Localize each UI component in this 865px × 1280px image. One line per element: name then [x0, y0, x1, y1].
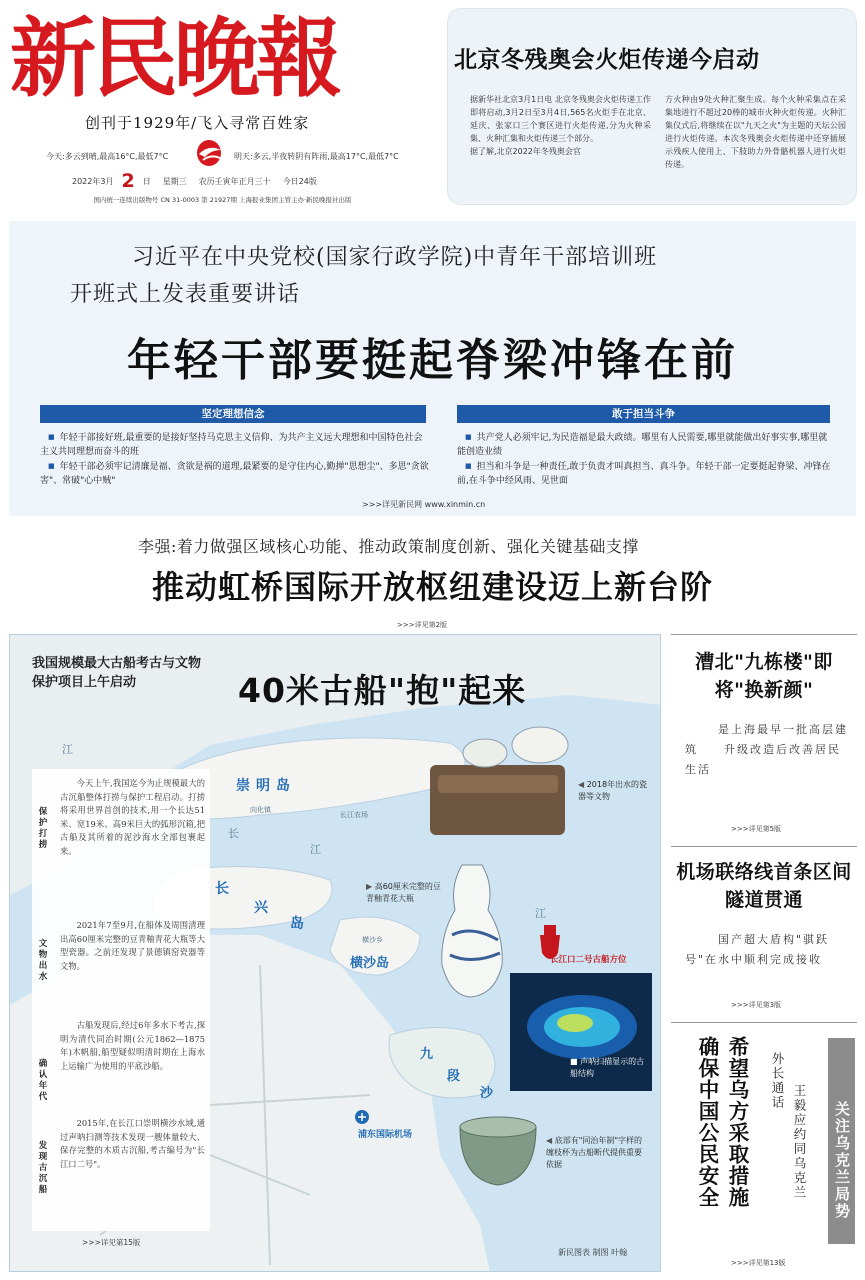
story-airport-link-headline[interactable]: 机场联络线首条区间隧道贯通 [676, 861, 852, 911]
lead-left-bar: 坚定理想信念 [40, 405, 426, 423]
divider [671, 1022, 857, 1023]
story-ukraine-headline-1[interactable]: 确保中国公民安全 [695, 1036, 719, 1208]
weather-tomorrow: 明天:多云,半夜转阴有阵雨,最高17°C,最低7°C [234, 152, 399, 161]
map-label-river: 长 [228, 827, 239, 840]
date-unit: 日 [142, 177, 151, 186]
lead-left-point: ■ 年轻干部接好班,最重要的是接好坚持马克思主义信仰、为共产主义远大理想和中国特色社会主义共同理想而奋斗的班 [40, 430, 430, 459]
map-label-duan: 段 [447, 1069, 461, 1084]
story-jiudonglou-headline[interactable]: 漕北"九栋楼"即将"换新颜" [695, 651, 833, 701]
feature-credit: 新民图表 制图 叶翰 [558, 1248, 628, 1257]
feature-section [32, 1117, 210, 1227]
map-label-hengsha: 横沙岛 [350, 956, 390, 971]
section-text: 今天上午,我国迄今为止规模最大的古沉船整体打捞与保护工程启动。打捞将采用世界首创的技术,用一个长达51米、宽19米、高9米巨大的弧形沉箱,把古船及其所着的泥沙海水全部包裹起来。 [60, 778, 205, 856]
top-story-box[interactable] [447, 8, 857, 205]
story-jiudonglou-reference-link[interactable]: >>>详见第5版 [731, 825, 782, 833]
map-label-river: 江 [310, 843, 321, 856]
page-count: 今日24版 [282, 177, 317, 186]
section-tag: 发现古沉船 [38, 1141, 48, 1195]
story-ukraine-kicker-2: 外长通话 [770, 1052, 785, 1110]
caption-bowl: ◀ 底部有"同治年制"字样的缠枝杯为古船断代提供重要依据 [546, 1136, 643, 1169]
map-label-changxing-a: 长 [215, 881, 229, 897]
feature-section [32, 1019, 210, 1119]
feature-section [32, 919, 210, 1019]
lead-reference-link[interactable]: >>>详见新民网 www.xinmin.cn [362, 500, 486, 509]
date-day: 2 [121, 170, 135, 192]
section-text: 2015年,在长江口崇明横沙水域,通过声呐扫测等技术发现一艘体量较大、保存完整的木质古沉船,考古编号为"长江口二号"。 [60, 1118, 205, 1169]
map-label-small: 长江农场 [340, 811, 368, 819]
map-label-river: 江 [535, 907, 546, 920]
feature-ancient-ship[interactable] [9, 634, 661, 1272]
story-airport-link-reference-link[interactable]: >>>详见第3版 [731, 1001, 782, 1009]
map-label-pudong-airport: 浦东国际机场 [358, 1130, 413, 1140]
caption-porcelain-text: 2018年出水的瓷器等文物 [578, 780, 648, 801]
second-story-headline[interactable]: 推动虹桥国际开放枢纽建设迈上新台阶 [151, 568, 713, 606]
lead-story[interactable] [9, 221, 856, 516]
map-label-small: 横沙乡 [362, 936, 383, 944]
caption-sonar: ■ 声呐扫描显示的古船结构 [570, 1057, 645, 1078]
date-year-month: 2022年3月 [72, 177, 114, 186]
story-ukraine-kicker-1: 王毅应约同乌克兰 [792, 1084, 807, 1200]
lead-right-point: ■ 共产党人必须牢记,为民造福是最大政绩。哪里有人民需要,哪里就能做出好事实事,哪里就能创造业绩 [457, 430, 831, 459]
section-text: 2021年7至9月,在船体及周围清理出高60厘米完整的豆青釉青花大瓶等大型瓷器。之前还发现了景德镇窑瓷器等文物。 [60, 920, 205, 971]
top-story-body [470, 93, 846, 171]
story-airport-link-body: 国产超大盾构"骐跃号"在水中顺利完成接收 [685, 933, 830, 966]
story-ukraine-reference-link[interactable]: >>>详见第13版 [731, 1259, 786, 1267]
divider [671, 634, 857, 635]
lead-kicker-line1: 习近平在中央党校(国家行政学院)中青年干部培训班 [132, 245, 658, 270]
story-jiudonglou-body: 是上海最早一批高层建筑 升级改造后改善居民生活 [685, 723, 848, 776]
second-story-kicker: 李强:着力做强区域核心功能、推动政策制度创新、强化关键基础支撑 [138, 537, 639, 556]
top-story-col2: 方火种由9处火种汇聚生成。每个火种采集点在采集地进行不超过20棒的城市火种火炬传递。火种汇集仪式后,将继续在以"九天之火"为主题的天坛公园进行火炬传递。本次冬残奥会火炬传递中还穿插展示残疾人使用上、下肢助力外骨骼机器人进行火炬传递。 [665, 95, 846, 169]
lead-right-point: ■ 担当和斗争是一种责任,敢于负责才叫真担当、真斗争。年轻干部一定要挺起脊梁、冲锋在前,在斗争中经风雨、见世面 [457, 459, 831, 488]
svg-text:新民晚報: 新民晚報 [10, 8, 338, 104]
caption-bowl-text: 底部有"同治年制"字样的缠枝杯为古船断代提供重要依据 [546, 1136, 643, 1169]
map-label-small: 向化镇 [250, 806, 271, 814]
section-tag: 文物出水 [38, 939, 48, 982]
second-story-reference-link[interactable]: >>>详见第2版 [397, 621, 448, 629]
date-line [72, 170, 317, 192]
lead-left-point: ■ 年轻干部必须牢记清廉是福、贪欲是祸的道理,最紧要的是守住内心,勤掸"思想尘"、多思"贪欲害"、常破"心中贼" [40, 459, 430, 488]
story-ukraine-headline-2[interactable]: 希望乌方采取措施 [725, 1036, 749, 1208]
map-label-jiu: 九 [420, 1047, 434, 1062]
caption-sonar-text: 声呐扫描显示的古船结构 [570, 1057, 645, 1078]
masthead [0, 0, 445, 210]
swallow-logo-icon [195, 138, 223, 168]
lead-kicker-line2: 开班式上发表重要讲话 [70, 282, 301, 307]
caption-vase: ▶ 高60厘米完整的豆青釉青花大瓶 [366, 882, 441, 903]
feature-section [32, 777, 210, 913]
top-story-col1: 据新华社北京3月1日电 北京冬残奥会火炬传递工作即将启动,3月2日至3月4日,565名火炬手在北京、延庆、张家口三个赛区进行火炬传递,分为火种采集、火种汇集和火炬传递三个部分。 据了解,北京2022年冬残奥会官 [470, 95, 651, 156]
map-label-sha: 沙 [480, 1086, 494, 1101]
lead-right-bar: 敢于担当斗争 [457, 405, 830, 423]
feature-title[interactable]: 40米古船"抱"起来 [238, 671, 527, 710]
caption-vase-text: 高60厘米完整的豆青釉青花大瓶 [366, 882, 441, 903]
weekday: 星期三 [162, 177, 187, 186]
weather-today: 今天:多云到晴,最高16°C,最低7°C [46, 152, 169, 161]
slogan: 创刊于1929年/飞入寻常百姓家 [85, 114, 310, 132]
topic-tab-ukraine[interactable]: 关注乌克兰局势 [828, 1038, 855, 1244]
publication-info: 国内统一连续出版物号 CN 31-0003 第 21927期 上海报业集团主管主办·新民晚报社出版 [93, 196, 352, 204]
feature-reference-link[interactable]: >>>详见第15版 [82, 1238, 141, 1247]
map-label-river: 江 [62, 743, 73, 756]
caption-ship-location: 长江口二号古船方位 [550, 955, 627, 965]
map-label-changxing-c: 岛 [290, 916, 304, 932]
top-story-headline[interactable]: 北京冬残奥会火炬传递今启动 [454, 47, 760, 73]
divider [671, 846, 857, 847]
section-tag: 确认年代 [38, 1059, 48, 1102]
lunar-date: 农历壬寅年正月三十 [198, 177, 271, 186]
map-label-chongming: 崇明岛 [236, 778, 296, 794]
lead-headline[interactable]: 年轻干部要挺起脊梁冲锋在前 [127, 335, 738, 386]
section-text: 古船发现后,经过6年多水下考古,探明为清代同治时期(公元1862—1875年)木帆船,船型疑似明清时期在上海水上运输广为使用的平底沙船。 [60, 1020, 205, 1071]
lead-left-points [40, 430, 430, 488]
feature-subtitle: 我国规模最大古船考古与文物保护项目上午启动 [32, 656, 202, 690]
section-tag: 保护打捞 [38, 807, 48, 850]
right-column [671, 634, 857, 1274]
feature-text-column [32, 769, 210, 1231]
newspaper-logo [10, 2, 352, 104]
lead-right-points [457, 430, 831, 488]
map-label-changxing-b: 兴 [254, 900, 268, 916]
caption-porcelain: ◀ 2018年出水的瓷器等文物 [578, 780, 648, 801]
